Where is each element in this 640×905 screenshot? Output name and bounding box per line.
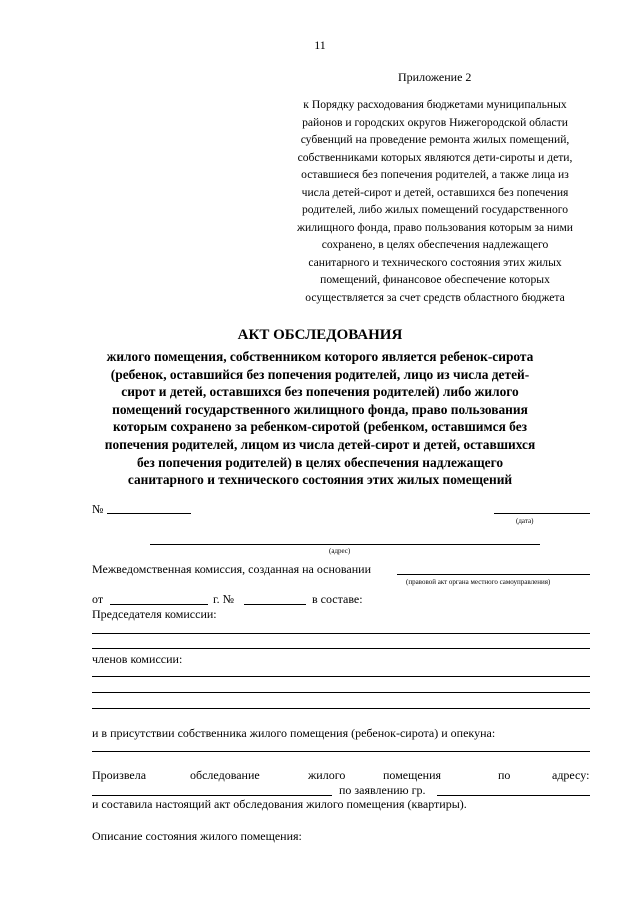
legal-act-caption: (правовой акт органа местного самоуправления)	[406, 578, 551, 586]
appendix-line: числа детей-сирот и детей, оставшихся без попечения	[301, 185, 569, 199]
appendix-line: собственниками которых являются дети-сироты и дети,	[297, 150, 573, 164]
commission-label: Межведомственная комиссия, созданная на основании	[92, 562, 372, 576]
page-number: 11	[314, 38, 326, 52]
inspection-word: жилого	[308, 768, 346, 782]
composition-label: в составе:	[312, 592, 363, 606]
chairman-label: Председателя комиссии:	[92, 607, 217, 621]
appendix-line: оставшиеся без попечения родителей, а также лица из	[301, 168, 569, 181]
subtitle-line: жилого помещения, собственником которого является ребенок-сирота	[106, 349, 534, 364]
compiled-label: и составила настоящий акт обследования жилого помещения (квартиры).	[92, 797, 467, 811]
subtitle-line: санитарного и технического состояния этих жилых помещений	[127, 472, 513, 488]
request-label: по заявлению гр.	[339, 783, 426, 797]
date-caption: (дата)	[516, 517, 534, 525]
chairman-field-1[interactable]	[92, 633, 590, 634]
subtitle-line: попечения родителей, лицом из числа детей-сирот и детей, оставшихся	[104, 436, 536, 452]
members-label: членов комиссии:	[92, 652, 183, 666]
date-field[interactable]	[494, 513, 590, 514]
presence-field[interactable]	[92, 751, 590, 752]
appendix-line: жилищного фонда, право пользования которым за ними	[296, 220, 574, 234]
appendix-title: Приложение 2	[398, 70, 472, 84]
appendix-line: районов и городских округов Нижегородской области	[302, 115, 568, 129]
address-caption: (адрес)	[329, 547, 351, 555]
from-date-field[interactable]	[110, 604, 208, 605]
inspection-word: помещения	[383, 768, 442, 782]
act-number-field[interactable]	[107, 513, 191, 514]
description-label: Описание состояния жилого помещения:	[92, 829, 302, 843]
document-title: АКТ ОБСЛЕДОВАНИЯ	[237, 327, 403, 343]
act-no-field[interactable]	[244, 604, 306, 605]
legal-act-field[interactable]	[397, 574, 590, 575]
members-field-1[interactable]	[92, 676, 590, 677]
members-field-3[interactable]	[92, 708, 590, 709]
subtitle-line: без попечения родителей) в целях обеспечения надлежащего	[136, 454, 504, 470]
inspection-word: обследование	[190, 768, 260, 782]
subtitle-line: сирот и детей, оставшихся без попечения родителей) либо жилого	[121, 384, 519, 400]
appendix-line: родителей, либо жилых помещений государственного	[301, 203, 569, 216]
appendix-line: сохранено, в целях обеспечения надлежащего	[321, 238, 549, 251]
inspection-word: по	[498, 768, 511, 782]
appendix-line: санитарного и технического состояния этих жилых	[308, 255, 562, 269]
chairman-field-2[interactable]	[92, 648, 590, 649]
document-subtitle	[92, 348, 548, 489]
applicant-name-field[interactable]	[437, 795, 590, 796]
subtitle-line: которым сохранено за ребенком-сиротой (ребенком, оставшимся без	[112, 419, 528, 435]
inspection-address-field[interactable]	[92, 795, 332, 796]
appendix-line: субвенций на проведение ремонта жилых помещений,	[300, 133, 570, 146]
appendix-line: осуществляется за счет средств областного бюджета	[305, 290, 565, 304]
appendix-line: к Порядку расходования бюджетами муниципальных	[303, 98, 567, 111]
subtitle-line: (ребенок, оставшийся без попечения родителей, лицо из числа детей-	[110, 366, 530, 382]
members-field-2[interactable]	[92, 692, 590, 693]
inspection-word: Произвела	[92, 768, 147, 782]
presence-label: и в присутствии собственника жилого помещения (ребенок-сирота) и опекуна:	[92, 726, 496, 740]
from-label: от	[92, 592, 104, 606]
address-field[interactable]	[150, 544, 540, 545]
subtitle-line: помещений государственного жилищного фонда, право пользования	[112, 401, 528, 417]
year-label: г. №	[213, 592, 235, 606]
appendix-body	[270, 96, 600, 306]
appendix-line: помещений, финансовое обеспечение которых	[320, 273, 550, 286]
number-label: №	[92, 502, 104, 516]
inspection-word: адресу:	[552, 768, 590, 782]
